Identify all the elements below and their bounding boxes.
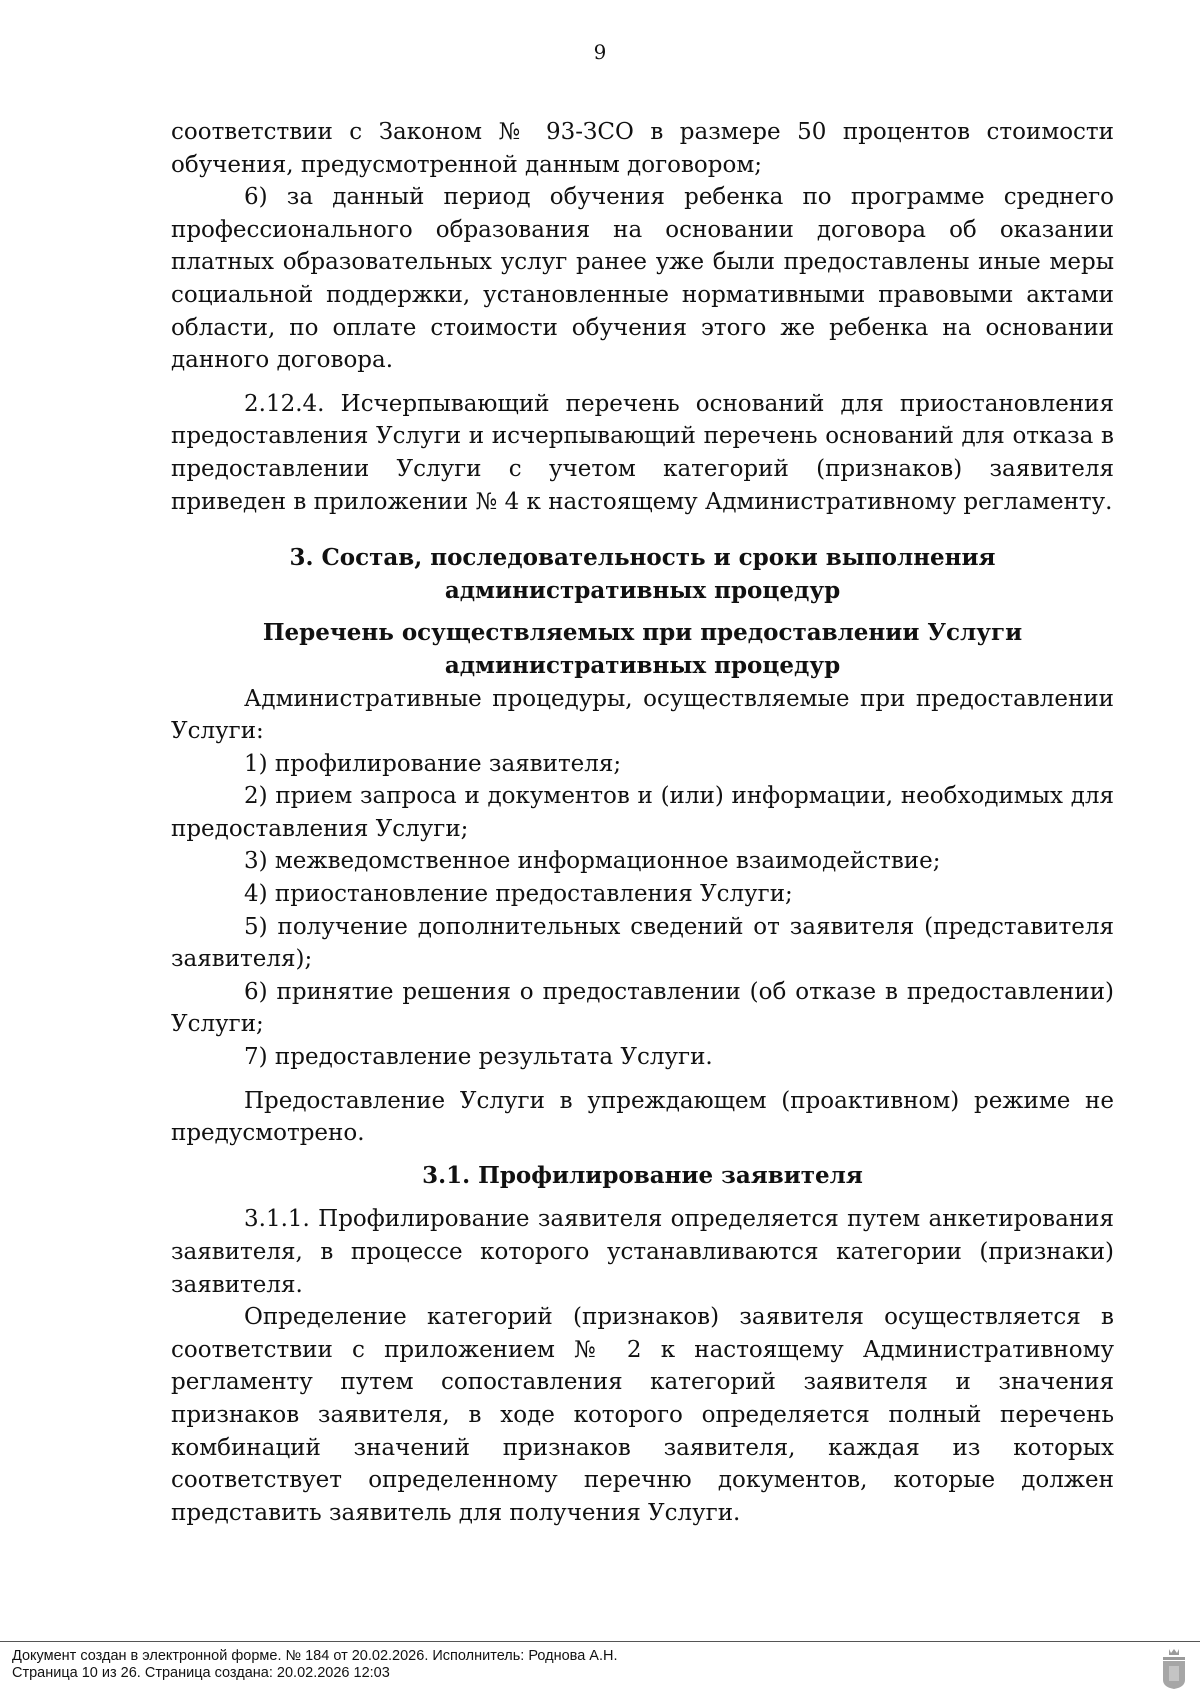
clause-2-12-4: 2.12.4. Исчерпывающий перечень оснований для приостановления предоставления Услуги и исчерпывающий перечень оснований для отказа в предоставлении Услуги с учетом категорий (признаков) заявителя приведен в приложении № 4 к настоящему Административному регламенту. bbox=[171, 390, 1114, 515]
categories-determination-paragraph: Определение категорий (признаков) заявителя осуществляется в соответствии с приложением № 2 к настоящему Административному регламенту путем сопоставления категорий заявителя и значения признаков заявителя, в ходе которого определяется полный перечень комбинаций значений признаков заявителя, каждая из которых соответствует определенному перечню документов, которые должен представить заявитель для получения Услуги. bbox=[171, 1304, 1114, 1526]
section-3-1-heading: 3.1. Профилирование заявителя bbox=[422, 1161, 863, 1189]
procedure-item: 7) предоставление результата Услуги. bbox=[244, 1044, 713, 1071]
document-footer bbox=[0, 1641, 1200, 1699]
section-3-heading: 3. Состав, последовательность и сроки выполнения административных процедур bbox=[289, 544, 996, 604]
procedure-item: 3) межведомственное информационное взаимодействие; bbox=[244, 848, 941, 875]
footer-page-info: Страница 10 из 26. Страница создана: 20.02.2026 12:03 bbox=[12, 1665, 390, 1681]
procedures-intro: Административные процедуры, осуществляемые при предоставлении Услуги: bbox=[171, 685, 1114, 745]
proactive-mode-note: Предоставление Услуги в упреждающем (проактивном) режиме не предусмотрено. bbox=[171, 1087, 1114, 1147]
clause-3-1-1: 3.1.1. Профилирование заявителя определяется путем анкетирования заявителя, в процессе которого устанавливаются категории (признаки) заявителя. bbox=[171, 1206, 1114, 1298]
coat-of-arms-icon bbox=[1160, 1646, 1188, 1690]
footer-document-info: Документ создан в электронной форме. № 184 от 20.02.2026. Исполнитель: Роднова А.Н. bbox=[12, 1648, 618, 1664]
procedure-item: 4) приостановление предоставления Услуги; bbox=[244, 881, 793, 908]
page-number: 9 bbox=[593, 40, 607, 64]
procedure-item: 1) профилирование заявителя; bbox=[244, 750, 622, 777]
procedure-item: 5) получение дополнительных сведений от заявителя (представителя заявителя); bbox=[171, 913, 1114, 973]
document-body bbox=[171, 116, 1114, 1529]
procedure-item: 2) прием запроса и документов и (или) информации, необходимых для предоставления Услуги; bbox=[171, 783, 1114, 842]
procedures-list-heading: Перечень осуществляемых при предоставлении Услуги административных процедур bbox=[262, 619, 1023, 679]
list-item-6-refusal: 6) за данный период обучения ребенка по программе среднего профессионального образования на основании договора об оказании платных образовательных услуг ранее уже были предоставлены иные меры социальной поддержки, установленные нормативными правовыми актами области, по оплате стоимости обучения этого же ребенка на основании данного договора. bbox=[171, 184, 1114, 374]
paragraph-continuation: соответствии с Законом № 93-ЗСО в размере 50 процентов стоимости обучения, предусмотренной данным договором; bbox=[171, 119, 1114, 178]
procedure-item: 6) принятие решения о предоставлении (об отказе в предоставлении) Услуги; bbox=[171, 978, 1114, 1038]
